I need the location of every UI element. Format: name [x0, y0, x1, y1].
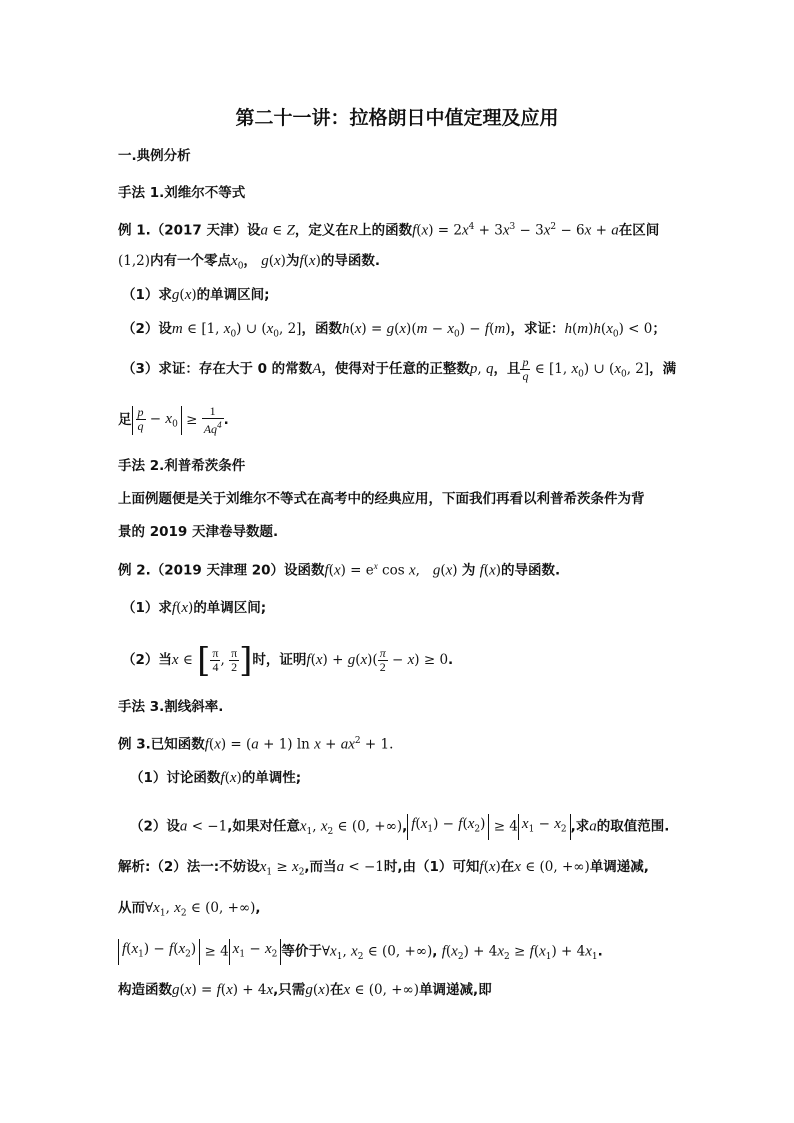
example-3-question-1: （1）讨论函数f(x)的单调性;	[130, 770, 302, 786]
example-2-line-1: 例 2.（2019 天津理 20）设函数$f(x) = e^x$ cos x, g(x) 为 f(x)的导函数.	[118, 561, 561, 579]
example-1-line-1: 例 1.（2017 天津）设a ∈ Z，定义在R上的函数$f(x) = 2x^4 + 3x^3 - 3x^2 - 6x + a$在区间	[118, 222, 660, 239]
section-heading: 一.典例分析	[118, 148, 191, 164]
example-3-question-2: （2）设a < −1,如果对任意$x_1$, $x_2$ ∈ (0, +∞), $f(x_1) - f(x_2) \ge 4$ $x_1 - x_2$ ,求a的取值范围.	[130, 814, 669, 842]
example-2-question-2: （2）当x ∈ [ $\frac{\pi}{4}$ , $\frac{\pi}{2}$ ]时，证明f(x) + g(x)( $\frac{\pi}{2}$ − x) ≥ 0.	[122, 640, 454, 681]
page-title: 第二十一讲：拉格朗日中值定理及应用	[235, 107, 559, 129]
method-2-heading: 手法 2.利普希茨条件	[118, 458, 246, 474]
method-1-heading: 手法 1.刘维尔不等式	[118, 185, 246, 201]
paragraph-line-2: 景的 2019 天津卷导数题.	[118, 524, 279, 540]
example-1-line-2: (1,2)内有一个零点$x_0$， g(x)为f(x)的导函数.	[118, 253, 380, 272]
paragraph-line-1: 上面例题便是关于刘维尔不等式在高考中的经典应用，下面我们再看以利普希茨条件为背	[118, 491, 645, 507]
solution-line-1: 解析:（2）法一:不妨设$x_1 \ge x_2$,而当a < −1时,由（1）可知f(x)在x ∈ (0, +∞)单调递减,	[118, 859, 649, 878]
solution-line-4: 构造函数g(x) = f(x) + 4x,只需g(x)在x ∈ (0, +∞)单调递减,即	[118, 982, 492, 998]
example-1-question-3: （3）求证：存在大于 0 的常数A，使得对于任意的正整数p, q，且 $\frac{p}{q}$ ∈ [1, $x_0$) ∪ ($x_0$, 2]，满	[122, 355, 677, 383]
solution-line-3: $f(x_1) - f(x_2) \ge 4$ $x_1 - x_2$ 等价于$\forall x_1$, $x_2$ ∈ (0, +∞), $f(x_2) + 4x_2 \ge f(x_1) + 4x_1$.	[118, 939, 603, 967]
example-3-line-1: 例 3.已知函数f(x) = (a + 1) $\ln x + ax^2 + 1$.	[118, 736, 394, 753]
example-1-question-2: （2）设m ∈ [1, $x_0$) ∪ ($x_0$, 2]，函数$h(x) = g(x)(m - x_0) - f(m)$，求证：$h(m)h(x_0) < 0$；	[122, 321, 666, 340]
method-3-heading: 手法 3.割线斜率.	[118, 699, 224, 715]
example-2-question-1: （1）求f(x)的单调区间;	[122, 600, 267, 616]
example-1-question-3-cont: 足 $\frac{p}{q}$ − $x_0$ ≥ $\frac{1}{Aq^4}$ .	[118, 404, 229, 436]
solution-line-2: 从而$\forall x_1$, $x_2$ ∈ (0, +∞),	[118, 900, 261, 919]
example-1-question-1: （1）求g(x)的单调区间;	[122, 287, 270, 303]
